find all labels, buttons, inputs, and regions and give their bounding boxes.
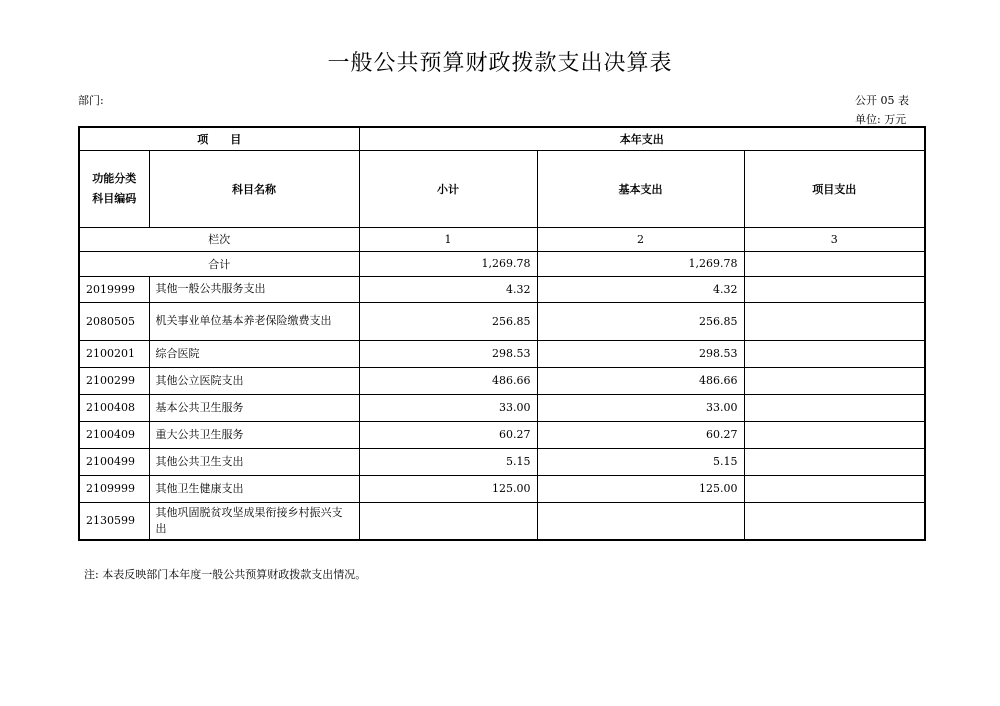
total-project	[744, 251, 925, 276]
row-name: 机关事业单位基本养老保险缴费支出	[149, 302, 359, 340]
table-row	[79, 394, 925, 421]
row-basic: 486.66	[537, 367, 744, 394]
expenditure-table	[78, 126, 926, 541]
row-subtotal: 486.66	[359, 367, 537, 394]
row-name: 基本公共卫生服务	[149, 394, 359, 421]
row-basic: 5.15	[537, 448, 744, 475]
table-row	[79, 302, 925, 340]
form-number: 公开 05 表	[855, 94, 909, 107]
row-subtotal: 298.53	[359, 340, 537, 367]
table-row	[79, 276, 925, 302]
row-name: 其他公共卫生支出	[149, 448, 359, 475]
row-basic: 125.00	[537, 475, 744, 502]
table-row	[79, 367, 925, 394]
row-code: 2130599	[79, 502, 149, 540]
header-item: 项 目	[79, 127, 359, 150]
table-row	[79, 502, 925, 540]
row-basic: 298.53	[537, 340, 744, 367]
header-func-code-text: 功能分类 科目编码	[92, 171, 137, 205]
row-code: 2019999	[79, 276, 149, 302]
row-code: 2100408	[79, 394, 149, 421]
row-code: 2100409	[79, 421, 149, 448]
row-code: 2080505	[79, 302, 149, 340]
total-label: 合计	[79, 251, 359, 276]
row-subtotal: 256.85	[359, 302, 537, 340]
row-subtotal: 125.00	[359, 475, 537, 502]
total-subtotal: 1,269.78	[359, 251, 537, 276]
row-name: 其他公立医院支出	[149, 367, 359, 394]
header-row-1	[79, 127, 925, 150]
row-project	[744, 448, 925, 475]
header-basic: 基本支出	[537, 150, 744, 227]
row-project	[744, 367, 925, 394]
row-basic: 4.32	[537, 276, 744, 302]
unit-label: 单位: 万元	[855, 113, 907, 126]
column-number-label: 栏次	[79, 227, 359, 251]
row-basic	[537, 502, 744, 540]
row-basic: 60.27	[537, 421, 744, 448]
row-project	[744, 276, 925, 302]
footnote: 注: 本表反映部门本年度一般公共预算财政拨款支出情况。	[84, 568, 367, 581]
row-subtotal: 5.15	[359, 448, 537, 475]
row-project	[744, 421, 925, 448]
row-code: 2100201	[79, 340, 149, 367]
row-subtotal: 60.27	[359, 421, 537, 448]
row-subtotal: 33.00	[359, 394, 537, 421]
header-current-year: 本年支出	[359, 127, 925, 150]
row-project	[744, 394, 925, 421]
table-row	[79, 448, 925, 475]
row-name: 其他卫生健康支出	[149, 475, 359, 502]
row-project	[744, 302, 925, 340]
table-row	[79, 475, 925, 502]
column-number-2: 2	[537, 227, 744, 251]
row-code: 2100499	[79, 448, 149, 475]
table-row	[79, 421, 925, 448]
department-label: 部门:	[78, 94, 104, 107]
row-subtotal	[359, 502, 537, 540]
row-name: 其他一般公共服务支出	[149, 276, 359, 302]
header-func-code	[79, 150, 149, 227]
row-project	[744, 502, 925, 540]
header-row-2	[79, 150, 925, 227]
row-subtotal: 4.32	[359, 276, 537, 302]
column-number-1: 1	[359, 227, 537, 251]
header-project: 项目支出	[744, 150, 925, 227]
row-name: 重大公共卫生服务	[149, 421, 359, 448]
total-row	[79, 251, 925, 276]
header-subject-name: 科目名称	[149, 150, 359, 227]
row-basic: 256.85	[537, 302, 744, 340]
page-title: 一般公共预算财政拨款支出决算表	[327, 51, 673, 76]
column-number-3: 3	[744, 227, 925, 251]
row-code: 2109999	[79, 475, 149, 502]
row-project	[744, 475, 925, 502]
header-subtotal: 小计	[359, 150, 537, 227]
column-number-row	[79, 227, 925, 251]
row-code: 2100299	[79, 367, 149, 394]
total-basic: 1,269.78	[537, 251, 744, 276]
row-name: 综合医院	[149, 340, 359, 367]
row-project	[744, 340, 925, 367]
row-basic: 33.00	[537, 394, 744, 421]
row-name: 其他巩固脱贫攻坚成果衔接乡村振兴支出	[149, 502, 359, 540]
table-row	[79, 340, 925, 367]
